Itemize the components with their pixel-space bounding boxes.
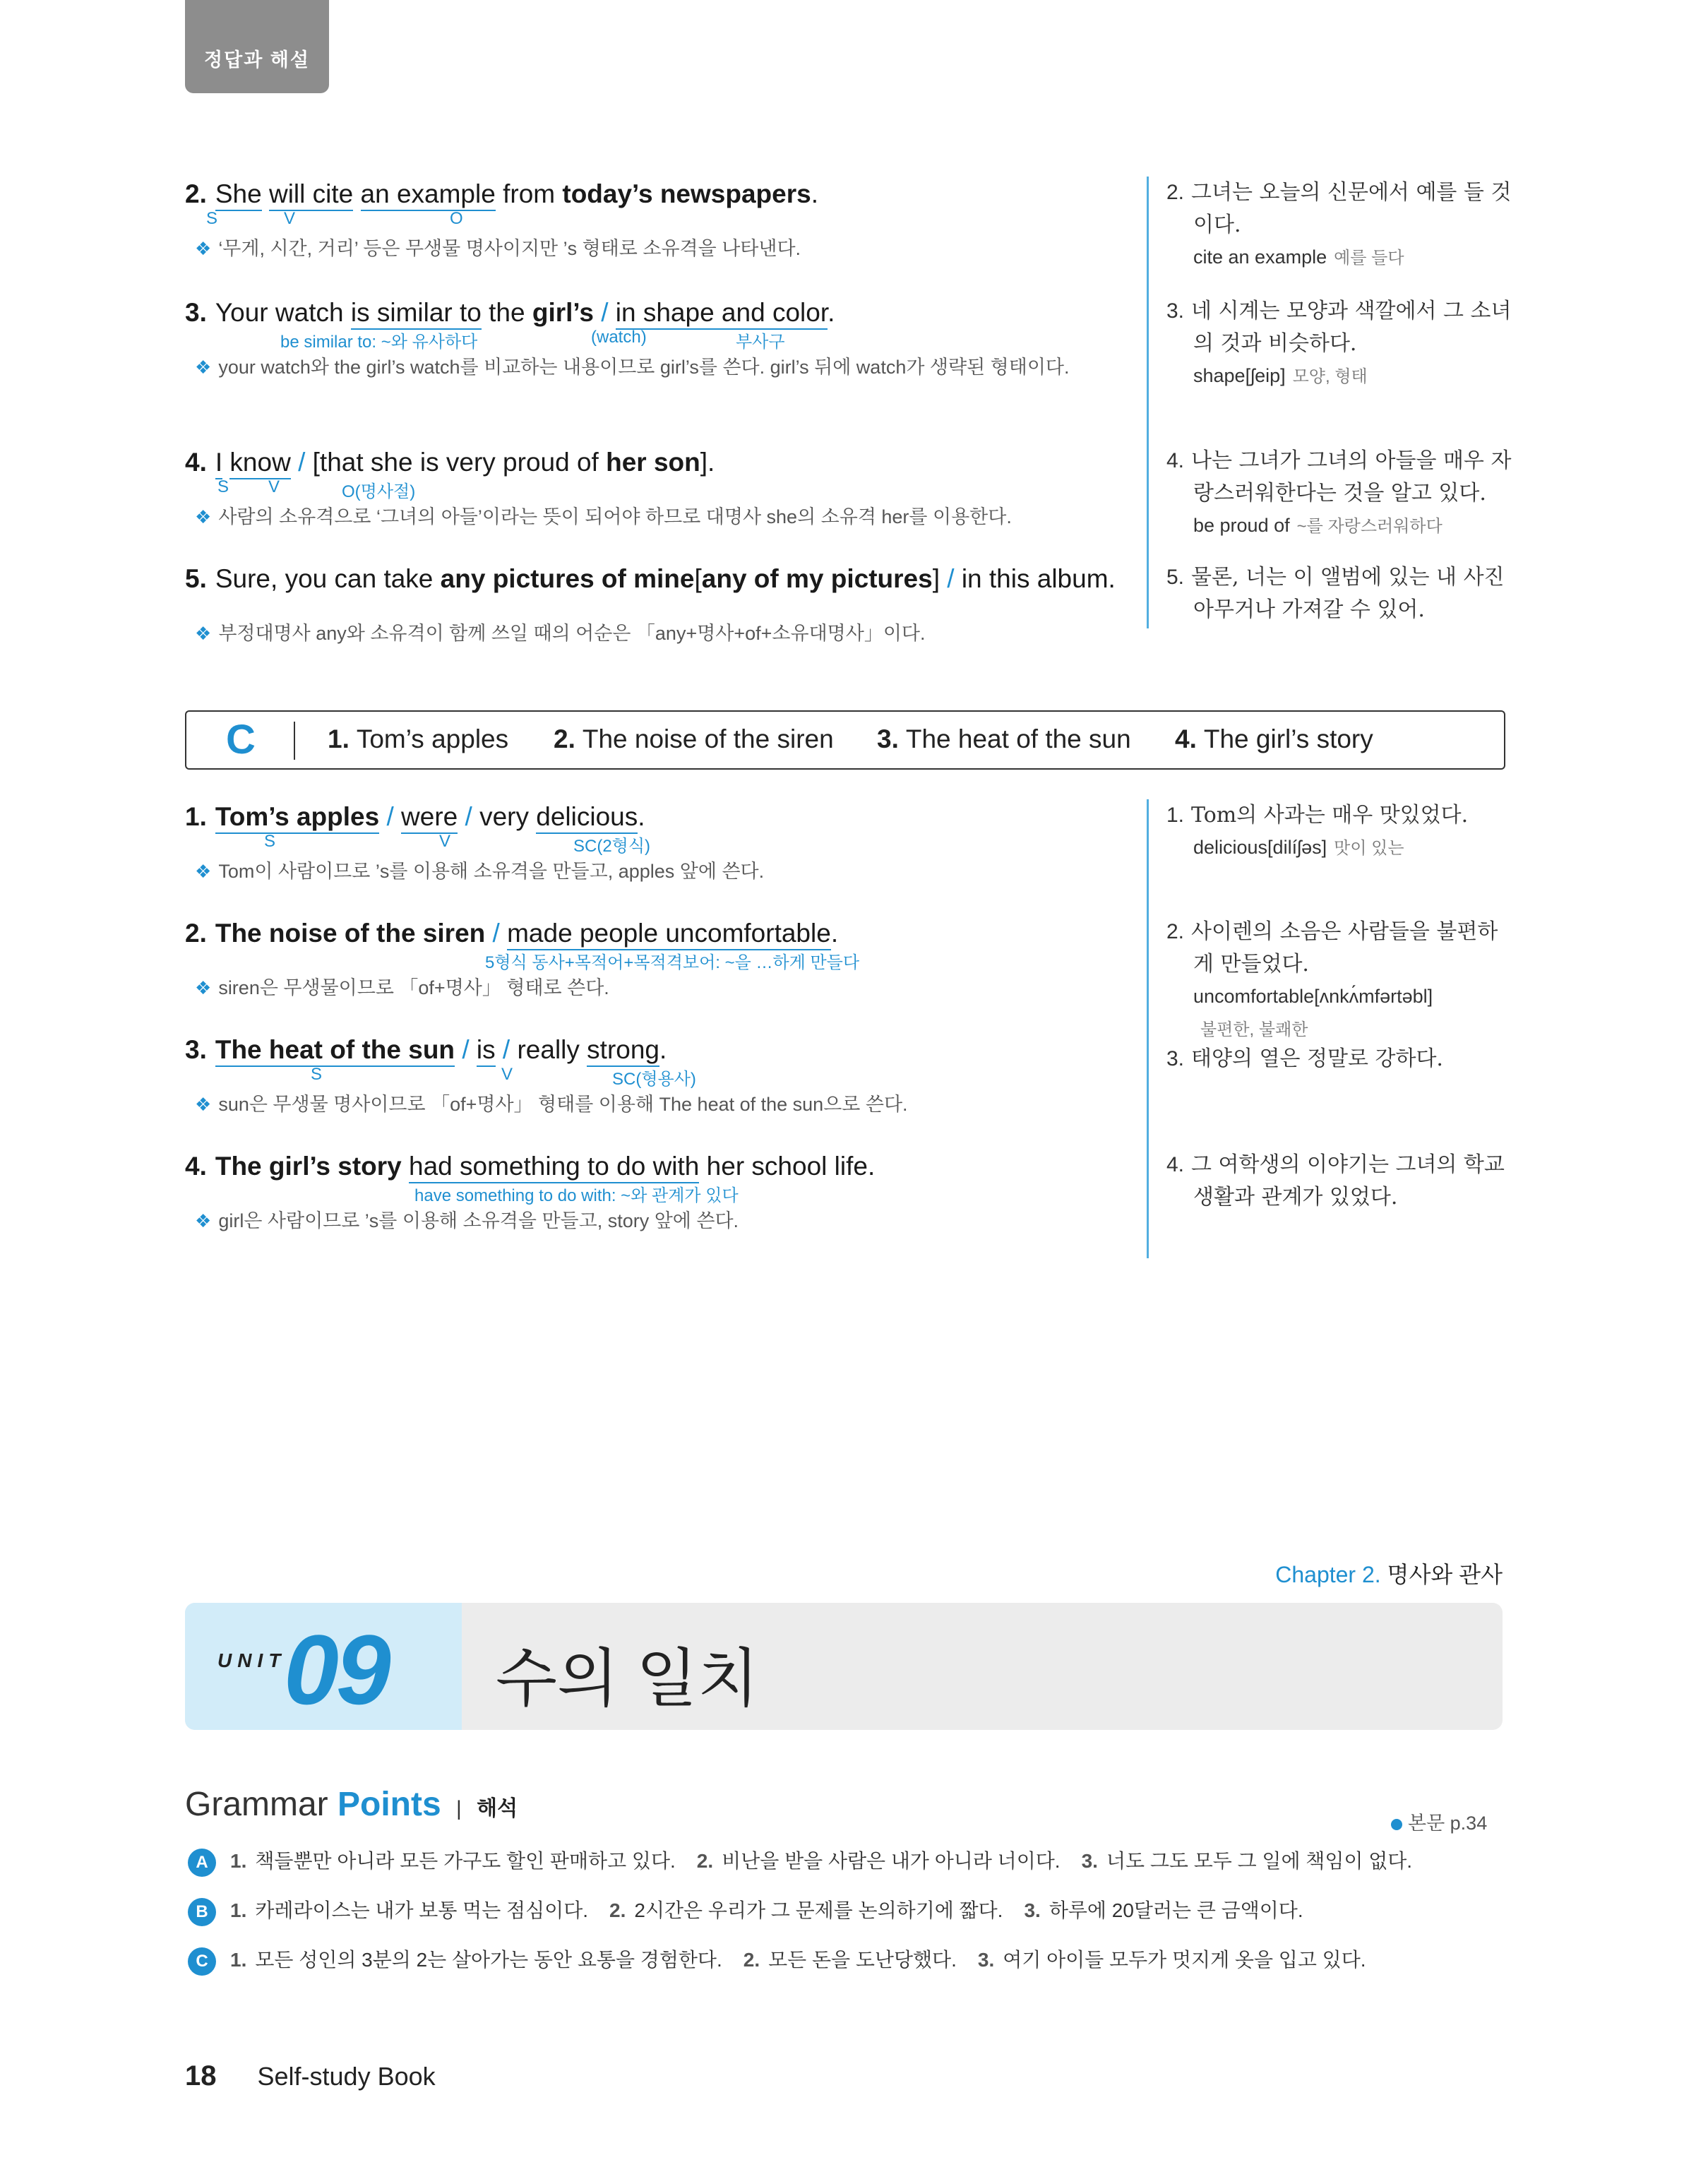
translation-line	[1166, 328, 1519, 360]
vocab-note	[1166, 241, 1519, 274]
sentence-fragment: .	[638, 802, 645, 831]
translation-item	[1166, 295, 1519, 393]
divider	[294, 722, 295, 760]
sentence-fragment: really	[517, 1035, 587, 1064]
grammar-label: 부사구	[736, 333, 785, 352]
grammar-labels	[185, 330, 1131, 352]
sentence-fragment	[402, 1152, 409, 1181]
grammar-label: SC(2형식)	[573, 837, 651, 856]
sentence-item	[185, 916, 1131, 1003]
sentence-fragment: .	[830, 919, 839, 948]
item-number: 2.	[609, 1899, 626, 1921]
sentence-fragment: .	[659, 1035, 667, 1064]
sentence-fragment: The noise of the siren	[215, 919, 486, 948]
item-number: 2.	[185, 179, 207, 208]
translation-number: 4.	[1166, 449, 1185, 472]
grammar-label: V	[439, 832, 451, 851]
chapter-title: 명사와 관사	[1387, 1562, 1503, 1587]
diamond-bullet-icon: ❖	[195, 238, 212, 259]
translation-number: 1.	[1166, 804, 1185, 827]
heading-separator: |	[456, 1797, 462, 1820]
grammar-labels	[185, 597, 1131, 618]
sentence-item	[185, 177, 1131, 264]
underlined-phrase: The heat of the sun	[215, 1035, 455, 1067]
unit-title: 수의 일치	[496, 1644, 759, 1714]
sentence-fragment	[353, 179, 360, 208]
sentence-item	[185, 445, 1131, 532]
translation-line	[1166, 295, 1519, 328]
translation-number: 3.	[1166, 1047, 1185, 1070]
slash-divider: /	[485, 919, 508, 948]
translation-text: 모든 돈을 도난당했다.	[768, 1949, 957, 1971]
vocab-meaning: 불편한, 불쾌한	[1200, 1020, 1308, 1039]
slash-divider: /	[458, 802, 480, 831]
translation-text: 나는 그녀가 그녀의 아들을 매우 자	[1191, 448, 1512, 473]
translation-text: 아무거나 가져갈 수 있어.	[1193, 597, 1425, 622]
explanation-note	[185, 1205, 1131, 1236]
vocab-note	[1166, 832, 1519, 864]
bullet-dot-icon	[1391, 1819, 1402, 1830]
sentence-fragment: .	[828, 298, 835, 327]
sentence-fragment: ]	[932, 564, 948, 593]
item-number: 3.	[1024, 1899, 1041, 1921]
example-sentence	[185, 799, 1131, 835]
slash-divider: /	[290, 448, 313, 477]
underlined-phrase: strong	[587, 1035, 659, 1067]
sentence-item	[185, 561, 1131, 649]
vocab-note	[1166, 1013, 1519, 1046]
page-footer	[185, 2060, 436, 2092]
translation-number: 4.	[1166, 1153, 1185, 1176]
grammar-label: V	[284, 209, 296, 228]
answer-number: 4.	[1175, 724, 1197, 753]
example-sentence	[185, 177, 1131, 212]
slash-divider: /	[947, 564, 962, 593]
unit-banner	[185, 1603, 1503, 1730]
explanation-text: ‘무게, 시간, 거리’ 등은 무생물 명사이지만 ’s 형태로 소유격을 나타낸다.	[218, 238, 801, 259]
translation-line	[1166, 177, 1519, 209]
translation-text: 게 만들었다.	[1193, 952, 1309, 977]
grammar-translation-row	[188, 1945, 1387, 1976]
translation-text: 의 것과 비슷하다.	[1193, 331, 1357, 356]
sentence-item	[185, 295, 1131, 383]
underlined-phrase: had something to do with	[409, 1152, 699, 1183]
unit-word: UNIT	[217, 1649, 287, 1671]
answer-item	[1175, 724, 1373, 754]
sentence-fragment: girl’s	[532, 298, 594, 327]
answer-text: The girl’s story	[1203, 724, 1373, 753]
translation-line	[1166, 209, 1519, 241]
translation-item	[1166, 799, 1519, 864]
grammar-labels	[185, 1184, 1131, 1205]
chapter-label: Chapter 2.	[1275, 1562, 1381, 1587]
answer-item	[877, 724, 1131, 754]
translation-text: 하루에 20달러는 큰 금액이다.	[1049, 1899, 1303, 1921]
underlined-phrase: I	[215, 448, 222, 479]
translation-text: 책들뿐만 아니라 모든 가구도 할인 판매하고 있다.	[255, 1850, 676, 1872]
grammar-label: S	[311, 1065, 323, 1084]
grammar-labels	[185, 832, 1131, 856]
translation-item	[1166, 1149, 1519, 1214]
explanation-note	[185, 618, 1131, 649]
sentence-fragment: ].	[700, 448, 715, 477]
sentence-fragment: Your watch	[215, 298, 351, 327]
translation-text: 이다.	[1193, 213, 1241, 237]
underlined-phrase: will cite	[269, 179, 353, 211]
section-b	[185, 177, 1519, 644]
slash-divider: /	[593, 298, 616, 327]
translation-line	[1166, 594, 1519, 626]
explanation-text: girl은 사람이므로 ’s를 이용해 소유격을 만들고, story 앞에 쓴다.	[218, 1210, 739, 1231]
item-number: 1.	[185, 802, 207, 831]
explanation-note	[185, 856, 1131, 887]
sentence-fragment: today’s newspapers	[562, 179, 811, 208]
grammar-label: have something to do with: ~와 관계가 있다	[414, 1186, 739, 1205]
diamond-bullet-icon: ❖	[195, 357, 212, 378]
grammar-label: S	[206, 209, 218, 228]
sentence-fragment: The girl’s story	[215, 1152, 402, 1181]
answer-number: 1.	[328, 724, 350, 753]
translation-number: 2.	[1166, 181, 1185, 204]
item-number: 2.	[696, 1850, 714, 1872]
translation-line	[1166, 948, 1519, 981]
translation-item	[1166, 445, 1519, 542]
translation-text: 카레라이스는 내가 보통 먹는 점심이다.	[255, 1899, 589, 1921]
circle-letter-badge: C	[188, 1947, 216, 1976]
underlined-phrase: Tom’s apples	[215, 802, 379, 834]
grammar-label: be similar to: ~와 유사하다	[280, 333, 478, 352]
sentence-fragment	[262, 179, 269, 208]
sentence-fragment: from	[495, 179, 563, 208]
sentence-fragment: any pictures of mine	[440, 564, 695, 593]
item-number: 1.	[230, 1899, 247, 1921]
translation-line	[1166, 799, 1519, 832]
underlined-phrase: know	[229, 448, 290, 479]
vocab-meaning: ~를 자랑스러워하다	[1296, 517, 1443, 536]
example-sentence	[185, 561, 1131, 597]
translation	[1166, 445, 1519, 510]
underlined-phrase: were	[401, 802, 458, 834]
translation-number: 5.	[1166, 566, 1185, 589]
column-divider	[1147, 799, 1149, 1258]
vocab-word: delicious[dilíʃəs]	[1193, 837, 1327, 858]
item-number: 3.	[1081, 1850, 1098, 1872]
translation-item	[1166, 916, 1519, 1046]
vocab-meaning: 맛이 있는	[1334, 839, 1404, 858]
diamond-bullet-icon: ❖	[195, 506, 212, 527]
section-tab: 정답과 해설	[185, 0, 329, 93]
translation-text: 그녀는 오늘의 신문에서 예를 들 것	[1191, 180, 1512, 205]
grammar-label: O	[450, 209, 463, 228]
translation	[1166, 177, 1519, 241]
item-number: 2.	[185, 919, 207, 948]
translation-line	[1166, 445, 1519, 477]
grammar-labels	[185, 1065, 1131, 1089]
explanation-text: your watch와 the girl’s watch를 비교하는 내용이므로 girl’s를 쓴다. girl’s 뒤에 watch가 생략된 형태이다.	[218, 357, 1070, 378]
translation-text: 2시간은 우리가 그 문제를 논의하기에 짧다.	[634, 1899, 1003, 1921]
grammar-label: SC(형용사)	[612, 1070, 696, 1089]
diamond-bullet-icon: ❖	[195, 1210, 212, 1231]
explanation-note	[185, 352, 1131, 383]
page-number: 18	[185, 2060, 217, 2091]
page-reference	[1391, 1808, 1487, 1835]
explanation-note	[185, 972, 1131, 1003]
sentence-item	[185, 799, 1131, 887]
example-sentence	[185, 1032, 1131, 1068]
translation-text: 생활과 관계가 있었다.	[1193, 1185, 1398, 1210]
translation	[1166, 1043, 1519, 1075]
page-reference-text: 본문 p.34	[1408, 1813, 1488, 1834]
grammar-label: (watch)	[591, 328, 647, 347]
column-divider	[1147, 177, 1149, 628]
translation-text: 여기 아이들 모두가 멋지게 옷을 입고 있다.	[1003, 1949, 1366, 1971]
diamond-bullet-icon: ❖	[195, 861, 212, 882]
grammar-labels	[185, 477, 1131, 501]
diamond-bullet-icon: ❖	[195, 977, 212, 998]
item-number: 2.	[743, 1949, 760, 1971]
sentence-item	[185, 1032, 1131, 1120]
sentence-fragment: very	[479, 802, 537, 831]
answer-text: The heat of the sun	[905, 724, 1131, 753]
answer-number: 3.	[877, 724, 899, 753]
vocab-note	[1166, 981, 1519, 1013]
answer-item	[328, 724, 508, 754]
translation-text: 태양의 열은 정말로 강하다.	[1191, 1046, 1443, 1071]
explanation-note	[185, 1089, 1131, 1120]
translation-line	[1166, 1149, 1519, 1181]
sentence-item	[185, 1149, 1131, 1236]
grammar-title-plain: Grammar	[185, 1786, 338, 1823]
section-letter: C	[226, 717, 256, 763]
translation-line	[1166, 477, 1519, 510]
circle-letter-badge: B	[188, 1898, 216, 1926]
sentence-fragment: any of my pictures	[701, 564, 933, 593]
sentence-fragment: her son	[606, 448, 700, 477]
translation-text: 사이렌의 소음은 사람들을 불편하	[1191, 919, 1498, 944]
sentence-fragment: [	[694, 564, 702, 593]
example-sentence	[185, 916, 1131, 951]
translation-text: 너도 그도 모두 그 일에 책임이 없다.	[1106, 1850, 1413, 1872]
item-number: 4.	[185, 448, 207, 477]
sentence-fragment: the	[481, 298, 532, 327]
item-number: 4.	[185, 1152, 207, 1181]
diamond-bullet-icon: ❖	[195, 623, 212, 644]
translation-item	[1166, 561, 1519, 626]
sentence-fragment: .	[811, 179, 818, 208]
translation-number: 2.	[1166, 920, 1185, 943]
translation-item	[1166, 177, 1519, 274]
translation	[1166, 916, 1519, 981]
translation-number: 3.	[1166, 299, 1185, 323]
grammar-title-bold: Points	[338, 1786, 441, 1823]
section-c	[185, 799, 1519, 1258]
grammar-label: S	[217, 477, 229, 496]
translation-line	[1166, 916, 1519, 948]
diamond-bullet-icon: ❖	[195, 1094, 212, 1115]
item-number: 1.	[230, 1949, 247, 1971]
underlined-phrase: made people uncomfortable	[507, 919, 831, 950]
vocab-word: shape[ʃeip]	[1193, 365, 1286, 386]
item-number: 3.	[977, 1949, 995, 1971]
answer-text: Tom’s apples	[356, 724, 509, 753]
item-number: 3.	[185, 1035, 207, 1064]
item-number: 5.	[185, 564, 207, 593]
underlined-phrase: is	[477, 1035, 496, 1067]
underlined-phrase: is similar to	[351, 298, 482, 330]
item-number: 1.	[230, 1850, 247, 1872]
translation-text: 모든 성인의 3분의 2는 살아가는 동안 요통을 경험한다.	[255, 1949, 722, 1971]
grammar-translation-row	[188, 1846, 1433, 1877]
explanation-note	[185, 233, 1131, 264]
slash-divider: /	[455, 1035, 477, 1064]
translation-line	[1166, 1043, 1519, 1075]
underlined-phrase: in shape and color	[616, 298, 828, 330]
translation-text: 비난을 받을 사람은 내가 아니라 너이다.	[722, 1850, 1061, 1872]
grammar-points-heading	[185, 1785, 518, 1824]
grammar-label: S	[264, 832, 276, 851]
explanation-text: sun은 무생물 명사이므로 「of+명사」 형태를 이용해 The heat of the sun으로 쓴다.	[218, 1094, 908, 1115]
vocab-meaning: 모양, 형태	[1292, 367, 1368, 386]
grammar-label: V	[268, 477, 280, 496]
grammar-label: 5형식 동사+목적어+목적격보어: ~을 …하게 만들다	[485, 953, 860, 972]
translation-text: Tom의 사과는 매우 맛있었다.	[1191, 803, 1469, 828]
vocab-word: cite an example	[1193, 246, 1327, 268]
translation	[1166, 799, 1519, 832]
vocab-word: be proud of	[1193, 515, 1290, 536]
translation	[1166, 1149, 1519, 1214]
item-number: 3.	[185, 298, 207, 327]
explanation-text: 사람의 소유격으로 ‘그녀의 아들’이라는 뜻이 되어야 하므로 대명사 she의 소유격 her를 이용한다.	[218, 506, 1012, 527]
translation-text: 랑스러워한다는 것을 알고 있다.	[1193, 481, 1486, 506]
grammar-labels	[185, 209, 1131, 233]
translation-text: 네 시계는 모양과 색깔에서 그 소녀	[1191, 299, 1512, 323]
translation	[1166, 561, 1519, 626]
chapter-heading	[1130, 1557, 1503, 1589]
explanation-text: Tom이 사람이므로 ’s를 이용해 소유격을 만들고, apples 앞에 쓴다.	[218, 861, 765, 882]
grammar-translation-row	[188, 1895, 1325, 1926]
sentence-fragment: Sure, you can take	[215, 564, 441, 593]
explanation-text: 부정대명사 any와 소유격이 함께 쓰일 때의 어순은 「any+명사+of+소유대명사」이다.	[218, 623, 926, 644]
translation-line	[1166, 561, 1519, 594]
underlined-phrase: delicious	[536, 802, 638, 834]
sentence-fragment: in this album.	[961, 564, 1116, 593]
slash-divider: /	[379, 802, 402, 831]
grammar-labels	[185, 951, 1131, 972]
answer-number: 2.	[554, 724, 575, 753]
answer-box-c	[185, 710, 1505, 770]
grammar-label: O(명사절)	[342, 482, 416, 501]
grammar-subtitle: 해석	[477, 1797, 518, 1820]
example-sentence	[185, 295, 1131, 330]
underlined-phrase: She	[215, 179, 262, 211]
unit-number-panel	[185, 1603, 462, 1730]
circle-letter-badge: A	[188, 1849, 216, 1877]
vocab-word: uncomfortable[ʌnkʌ́mfərtəbl]	[1193, 986, 1433, 1007]
slash-divider: /	[495, 1035, 518, 1064]
explanation-note	[185, 501, 1131, 532]
answer-item	[554, 724, 834, 754]
vocab-note	[1166, 360, 1519, 393]
translation	[1166, 295, 1519, 360]
translation-line	[1166, 1181, 1519, 1214]
unit-number: 09	[284, 1614, 388, 1725]
grammar-label: V	[501, 1065, 513, 1084]
sentence-fragment	[222, 448, 229, 477]
answer-text: The noise of the siren	[582, 724, 834, 753]
translation-text: 그 여학생의 이야기는 그녀의 학교	[1191, 1152, 1505, 1177]
translation-text: 물론, 너는 이 앨범에 있는 내 사진	[1191, 565, 1505, 590]
example-sentence	[185, 1149, 1131, 1184]
underlined-phrase: an example	[361, 179, 496, 211]
vocab-note	[1166, 510, 1519, 542]
sentence-fragment: [that she is very proud of	[312, 448, 607, 477]
vocab-meaning: 예를 들다	[1334, 249, 1404, 268]
translation-item	[1166, 1043, 1519, 1075]
example-sentence	[185, 445, 1131, 480]
sentence-fragment: her school life.	[699, 1152, 876, 1181]
explanation-text: siren은 무생물이므로 「of+명사」 형태로 쓴다.	[218, 977, 609, 998]
book-title: Self-study Book	[257, 2062, 436, 2091]
